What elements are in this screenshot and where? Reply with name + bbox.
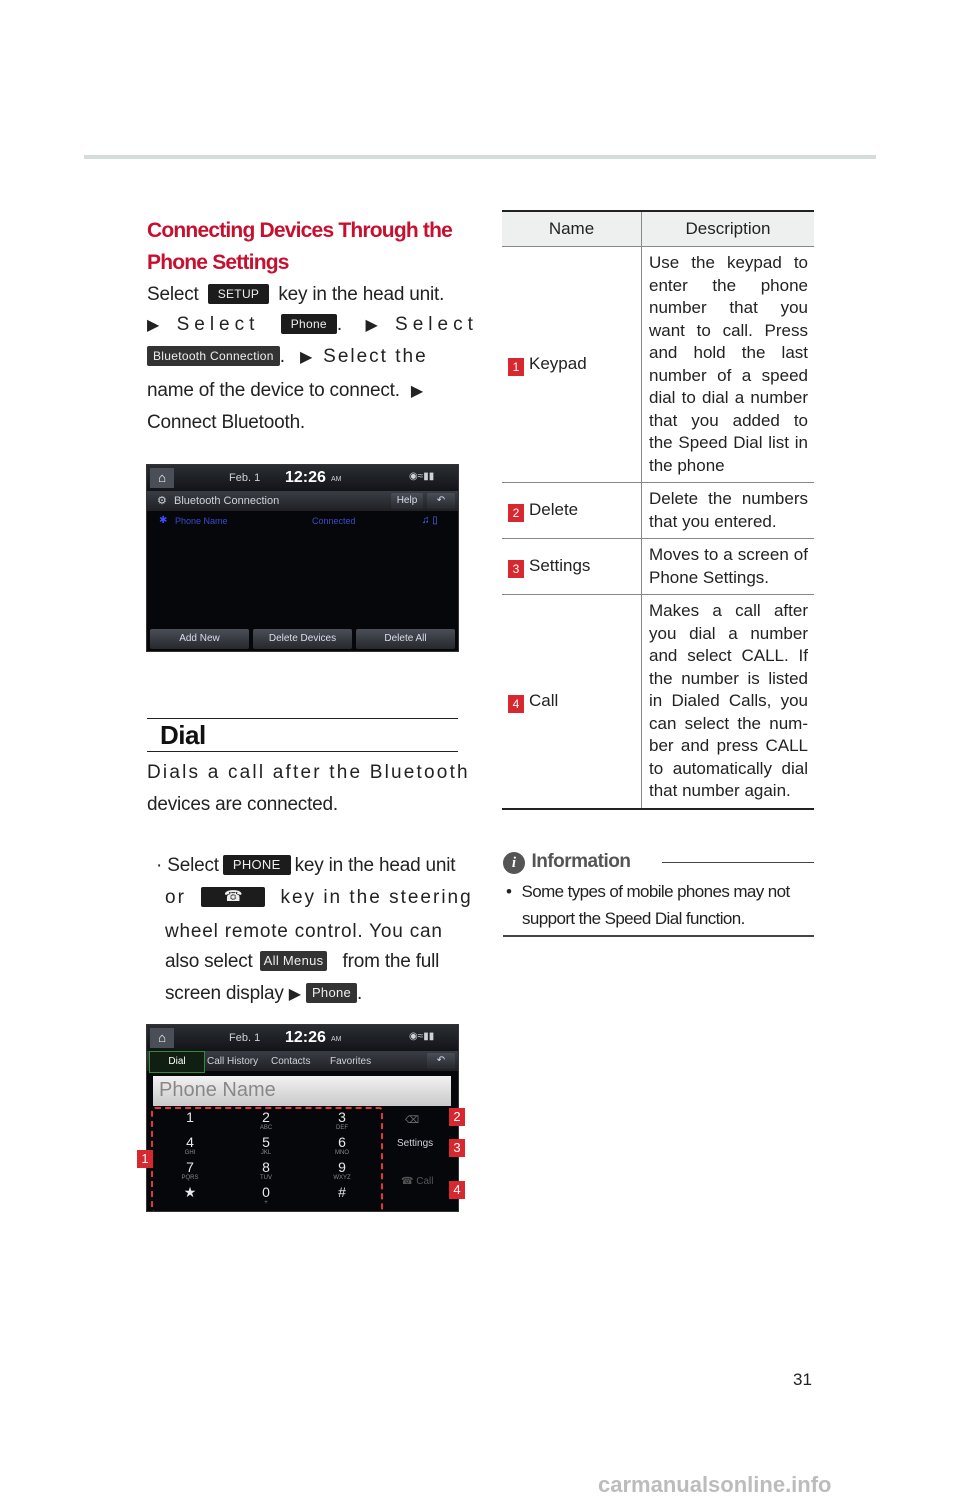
table-header-row (502, 211, 814, 247)
text: Select (167, 855, 219, 876)
section-rule-top (147, 718, 458, 719)
bullet-line: wheel remote control. You can (165, 921, 443, 942)
keypad-key (307, 1109, 377, 1133)
music-icon: ♫ ▯ (422, 515, 438, 526)
key-digit: 4 (186, 1134, 194, 1150)
date: Feb. 1 (229, 472, 261, 484)
keypad-key (155, 1134, 225, 1158)
keypad-key (307, 1159, 377, 1183)
call-icon: ☎ (401, 1176, 417, 1187)
phone-key: PHONE (223, 855, 291, 875)
section-rule-bottom (147, 751, 458, 752)
settings-label: Settings (397, 1138, 434, 1149)
key-digit: # (338, 1184, 346, 1200)
call-label (401, 1176, 433, 1187)
tab-dial: Dial (149, 1051, 205, 1073)
text: key in the head unit. (278, 284, 445, 305)
text: Select (395, 314, 478, 335)
row-name-text: Settings (529, 556, 591, 575)
text: screen display (165, 983, 284, 1004)
row-name-text: Keypad (529, 354, 587, 373)
phone-number-placeholder: Phone Name (159, 1079, 276, 1101)
delete-devices-button: Delete Devices (253, 629, 352, 649)
row-number-badge: 2 (508, 504, 524, 522)
text: name of the device to connect. (147, 380, 400, 401)
row-name-text: Delete (529, 500, 579, 519)
bluetooth-connection-screenshot (146, 464, 459, 652)
bullet: • (506, 882, 512, 901)
clock: 12:26 (285, 469, 326, 486)
paragraph-line (147, 380, 423, 402)
arrow-right-icon: ▶ (288, 986, 301, 1003)
call-key-icon: ☎ (201, 887, 265, 907)
help-button: Help (391, 493, 423, 509)
row-number-badge: 4 (508, 695, 524, 713)
row-name (502, 595, 642, 809)
text: key in the steering (280, 887, 473, 908)
table-body (502, 247, 814, 809)
home-icon: ⌂ (150, 468, 174, 488)
text: from the full (342, 951, 440, 972)
callout-badge-2: 2 (449, 1108, 465, 1126)
home-icon: ⌂ (150, 1028, 174, 1048)
header-description: Description (642, 211, 815, 247)
header-rule (84, 155, 876, 159)
gear-icon: ⚙ (157, 495, 167, 507)
phone-key: Phone (281, 314, 337, 334)
text: Select (176, 314, 260, 335)
phone-number-field (153, 1076, 451, 1106)
key-digit: 2 (262, 1109, 270, 1125)
info-rule-bottom (503, 935, 814, 937)
callout-badge-3: 3 (449, 1139, 465, 1157)
paragraph-line: ▶ Select Phone . ▶ Select (147, 314, 478, 335)
information-heading (503, 851, 630, 874)
watermark: carmanualsonline.info (598, 1472, 832, 1497)
arrow-right-icon: ▶ (299, 349, 313, 366)
keypad-key (155, 1159, 225, 1183)
tab-favorites: Favorites (330, 1056, 372, 1067)
delete-all-button: Delete All (356, 629, 455, 649)
phone-name: Phone Name (175, 516, 228, 526)
page-number: 31 (793, 1370, 812, 1389)
table-row (502, 595, 814, 809)
text: Select (147, 284, 199, 305)
info-line1 (506, 882, 790, 902)
key-letters: JKL (260, 1150, 272, 1156)
key-digit: 1 (186, 1109, 194, 1125)
key-letters: WXYZ (333, 1175, 351, 1181)
text: key in the head unit (294, 855, 456, 876)
bullet-line: screen display ▶ Phone . (165, 983, 363, 1004)
key-digit: 6 (338, 1134, 346, 1150)
keypad-key (231, 1184, 301, 1208)
keypad-key (231, 1109, 301, 1133)
keypad-key (231, 1159, 301, 1183)
table-row (502, 247, 814, 483)
bullet-line (165, 951, 439, 973)
callout-badge-4: 4 (449, 1181, 465, 1199)
row-name (502, 483, 642, 539)
keypad-key (307, 1184, 377, 1208)
text: Select the (323, 346, 428, 367)
row-name (502, 247, 642, 483)
keypad-key (231, 1134, 301, 1158)
date: Feb. 1 (229, 1032, 261, 1044)
paragraph-line: Bluetooth Connection . ▶ Select the (147, 346, 428, 368)
row-description: Delete the numbers that you entered. (642, 483, 815, 539)
key-digit: 9 (338, 1159, 346, 1175)
arrow-right-icon: ▶ (365, 317, 380, 334)
dial-intro-line1: Dials a call after the Bluetooth (147, 762, 470, 783)
table-row (502, 539, 814, 595)
setup-key: SETUP (208, 284, 270, 304)
tab-call-history: Call History (207, 1056, 259, 1067)
row-number-badge: 3 (508, 560, 524, 578)
row-name-text: Call (529, 690, 559, 710)
dial-screenshot (146, 1024, 459, 1212)
keypad-key (307, 1134, 377, 1158)
key-letters: DEF (336, 1125, 348, 1131)
screen-title: Bluetooth Connection (174, 495, 280, 507)
info-rule-top (662, 862, 814, 863)
back-icon: ↶ (427, 1053, 455, 1069)
callout-badge-1: 1 (137, 1150, 153, 1168)
header-name: Name (502, 211, 642, 247)
section-heading-line1: Connecting Devices Through the (147, 219, 453, 242)
bullet-line (156, 855, 455, 877)
all-menus-key: All Menus (260, 951, 328, 971)
info-line2: support the Speed Dial function. (522, 909, 745, 928)
phone-key: Phone (306, 983, 357, 1003)
bluetooth-icon: ✱ (159, 515, 168, 526)
keypad-key (155, 1109, 225, 1133)
ampm: AM (331, 476, 342, 483)
add-new-button: Add New (150, 629, 249, 649)
key-letters: GHI (184, 1150, 196, 1156)
key-letters: PQRS (181, 1175, 199, 1181)
key-digit: 8 (262, 1159, 270, 1175)
key-letters: + (264, 1200, 268, 1206)
delete-icon: ⌫ (405, 1115, 420, 1126)
information-title: Information (531, 851, 631, 872)
key-digit: 5 (262, 1134, 270, 1150)
call-text: Call (416, 1176, 434, 1187)
dial-heading: Dial (160, 720, 206, 750)
row-number-badge: 1 (508, 358, 524, 376)
key-letters: ABC (259, 1125, 273, 1131)
tab-contacts: Contacts (271, 1056, 311, 1067)
key-digit: 0 (262, 1184, 270, 1200)
clock: 12:26 (285, 1029, 326, 1046)
arrow-right-icon: ▶ (147, 317, 162, 334)
text: or (165, 887, 186, 908)
row-description: Makes a call after you dial a number and select CALL. If the number is listed in Dialed Calls, you can select the num-ber and press CALL to automatically dial that number again. (642, 595, 815, 809)
key-letters: TUV (260, 1175, 272, 1181)
bullet: · (156, 855, 163, 876)
signal-icon: ◉≈▮▮ (409, 471, 435, 482)
row-description: Use the keypad to enter the phone number that you want to call. Press and hold the last number of a speed dial to dial a number that you added to the Speed Dial list in the phone (642, 247, 815, 483)
key-digit: ★ (183, 1184, 197, 1200)
table-row (502, 483, 814, 539)
info-icon: i (503, 852, 525, 874)
row-name (502, 539, 642, 595)
ampm: AM (331, 1036, 342, 1043)
bullet-line (165, 887, 473, 909)
arrow-right-icon: ▶ (410, 383, 423, 400)
signal-icon: ◉≈▮▮ (409, 1031, 435, 1042)
bluetooth-connection-key: Bluetooth Connection (147, 346, 280, 366)
row-description: Moves to a screen of Phone Settings. (642, 539, 815, 595)
description-table (502, 210, 814, 810)
text: Some types of mobile phones may not (521, 882, 790, 901)
key-digit: 3 (338, 1109, 346, 1125)
dial-intro-line2: devices are connected. (147, 794, 338, 815)
paragraph-line (147, 284, 444, 306)
keypad-key (155, 1184, 225, 1208)
back-icon: ↶ (427, 493, 455, 509)
key-letters: MNO (335, 1150, 349, 1156)
text: also select (165, 951, 253, 972)
paragraph-line: Connect Bluetooth. (147, 412, 306, 433)
connection-status: Connected (312, 516, 356, 526)
section-heading-line2: Phone Settings (147, 251, 289, 274)
key-digit: 7 (186, 1159, 194, 1175)
